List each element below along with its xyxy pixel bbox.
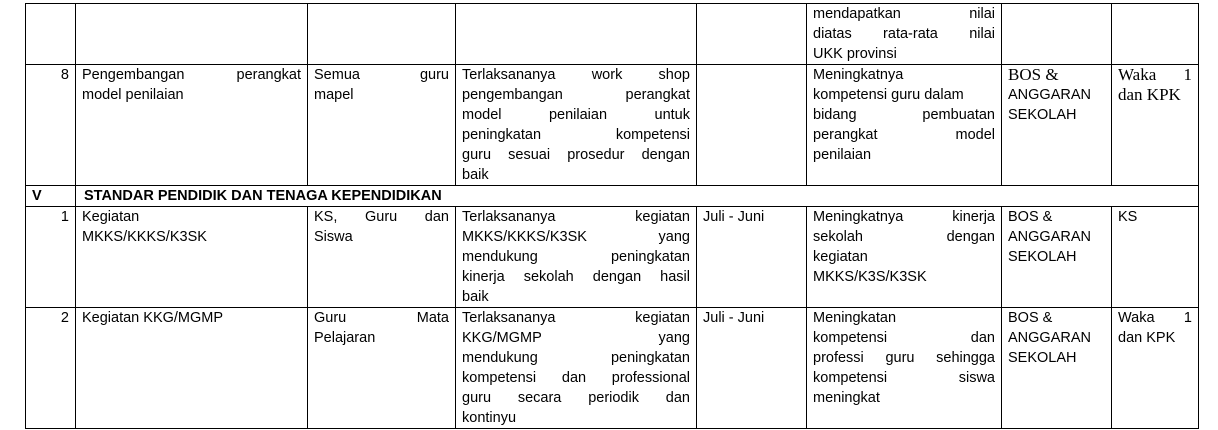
sasaran-cell [308, 308, 456, 429]
text-line: kompetensi dan professional [462, 370, 690, 386]
text-line: mendapatkan nilai [813, 6, 995, 22]
text-line: professi guru sehingga [813, 350, 995, 366]
text-line: pengembangan perangkat [462, 87, 690, 103]
text-line: Waka 1 [1118, 65, 1192, 84]
waktu-cell [697, 4, 807, 65]
text-line: ANGGARAN [1008, 87, 1091, 103]
penanggung-jawab-cell [1112, 4, 1199, 65]
kegiatan-cell [76, 207, 308, 308]
text-line: baik [462, 167, 489, 183]
row-number: 2 [26, 308, 76, 429]
text-line: ANGGARAN [1008, 229, 1091, 245]
section-roman: V [26, 186, 76, 207]
penanggung-jawab-cell [1112, 207, 1199, 308]
table-row [26, 308, 1199, 429]
row-number: 1 [26, 207, 76, 308]
text-line: kompetensi siswa [813, 370, 995, 386]
row-number [26, 4, 76, 65]
text-line: SEKOLAH [1008, 249, 1077, 265]
kegiatan-cell [76, 308, 308, 429]
text-line: BOS & [1008, 65, 1059, 84]
text-line: Meningkatnya [813, 67, 904, 83]
text-line: model penilaian untuk [462, 107, 690, 123]
text-line: guru secara periodik dan [462, 390, 690, 406]
text-line: Waka 1 [1118, 310, 1192, 326]
kegiatan-cell [76, 4, 308, 65]
hasil-cell [807, 65, 1002, 186]
text-line: baik [462, 289, 489, 305]
text-line: guru sesuai prosedur dengan [462, 147, 690, 163]
row-number: 8 [26, 65, 76, 186]
text-line: MKKS/K3S/K3SK [813, 269, 927, 285]
text-line: diatas rata-rata nilai [813, 26, 995, 42]
text-line: penilaian [813, 147, 872, 163]
penanggung-jawab-cell [1112, 308, 1199, 429]
text-line: Pelajaran [314, 330, 376, 346]
text-line: KS, Guru dan [314, 209, 449, 225]
text-line: Terlaksananya kegiatan [462, 209, 690, 225]
penanggung-jawab-cell [1112, 65, 1199, 186]
text-line: Semua guru [314, 67, 449, 83]
text-line: bidang pembuatan [813, 107, 995, 123]
text-line: peningkatan kompetensi [462, 127, 690, 143]
text-line: Meningkatan [813, 310, 897, 326]
sasaran-cell [308, 207, 456, 308]
text-line: KKG/MGMP yang [462, 330, 690, 346]
hasil-cell [807, 207, 1002, 308]
indikator-cell [456, 65, 697, 186]
waktu-cell [697, 65, 807, 186]
sumber-dana-cell [1002, 207, 1112, 308]
text-line: mendukung peningkatan [462, 249, 690, 265]
text-line: ANGGARAN [1008, 330, 1091, 346]
sumber-dana-cell [1002, 65, 1112, 186]
text-line: MKKS/KKKS/K3SK [82, 229, 207, 245]
section-row [26, 186, 1199, 207]
text-line: Kegiatan KKG/MGMP [82, 310, 224, 326]
text-line: MKKS/KKKS/K3SK yang [462, 229, 690, 245]
table-row [26, 65, 1199, 186]
text-line: Siswa [314, 229, 353, 245]
text-line: sekolah dengan [813, 229, 995, 245]
waktu-cell: Juli - Juni [697, 308, 807, 429]
text-line: model penilaian [82, 87, 184, 103]
text-line: mendukung peningkatan [462, 350, 690, 366]
text-line: mapel [314, 87, 354, 103]
sumber-dana-cell [1002, 4, 1112, 65]
sasaran-cell [308, 4, 456, 65]
text-line: BOS & [1008, 310, 1053, 326]
text-line: Kegiatan [82, 209, 140, 225]
hasil-cell [807, 308, 1002, 429]
text-line: SEKOLAH [1008, 350, 1077, 366]
text-line: kontinyu [462, 410, 517, 426]
text-line: meningkat [813, 390, 880, 406]
section-title: STANDAR PENDIDIK DAN TENAGA KEPENDIDIKAN [76, 186, 1199, 207]
text-line: Terlaksananya kegiatan [462, 310, 690, 326]
text-line: UKK provinsi [813, 46, 897, 62]
text-line: Meningkatnya kinerja [813, 209, 995, 225]
table-row [26, 4, 1199, 65]
text-line: kompetensi dan [813, 330, 995, 346]
text-line: kegiatan [813, 249, 868, 265]
text-line: SEKOLAH [1008, 107, 1077, 123]
text-line: dan KPK [1118, 330, 1176, 346]
text-line: kompetensi guru dalam [813, 87, 964, 103]
text-line: Guru Mata [314, 310, 449, 326]
text-line: Pengembangan perangkat [82, 67, 301, 83]
sasaran-cell [308, 65, 456, 186]
text-line: KS [1118, 209, 1138, 225]
kegiatan-cell [76, 65, 308, 186]
indikator-cell [456, 4, 697, 65]
text-line: BOS & [1008, 209, 1053, 225]
text-line: perangkat model [813, 127, 995, 143]
indikator-cell [456, 207, 697, 308]
text-line: kinerja sekolah dengan hasil [462, 269, 690, 285]
waktu-cell: Juli - Juni [697, 207, 807, 308]
text-line: dan KPK [1118, 85, 1181, 104]
text-line: Terlaksananya work shop [462, 67, 690, 83]
hasil-cell [807, 4, 1002, 65]
program-table [25, 3, 1199, 429]
table-row [26, 207, 1199, 308]
sumber-dana-cell [1002, 308, 1112, 429]
indikator-cell [456, 308, 697, 429]
